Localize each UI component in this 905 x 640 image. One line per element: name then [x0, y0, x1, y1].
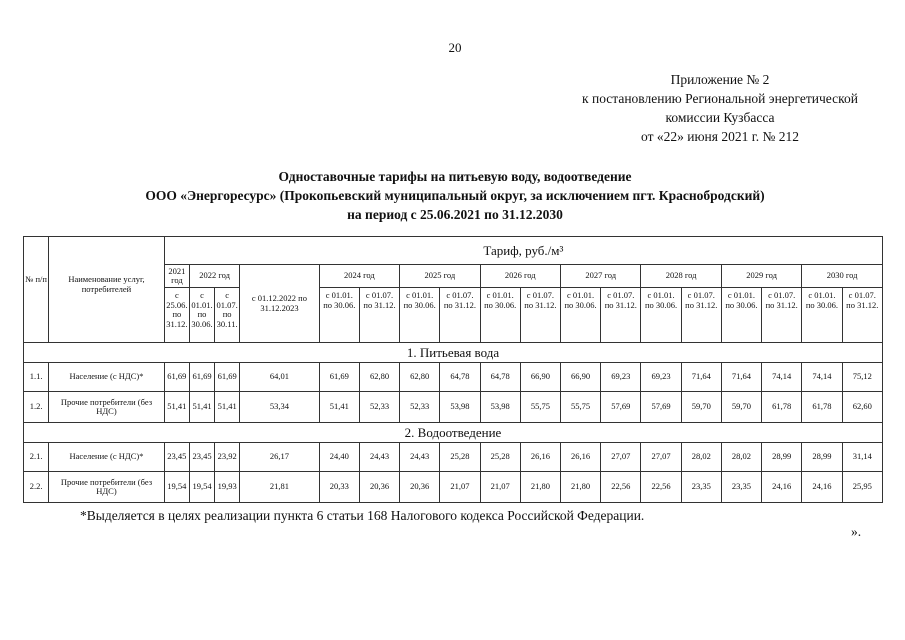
tariff-value-cell: 24,43	[400, 443, 440, 472]
period-header: с 01.07. по 31.12.	[520, 288, 560, 343]
tariff-value-cell: 61,69	[319, 363, 359, 392]
tariff-value-cell: 20,36	[359, 472, 399, 503]
period-header: с 01.01. по 30.06.	[189, 288, 214, 343]
period-header: с 01.01. по 30.06.	[560, 288, 600, 343]
special-period-header: с 01.12.2022 по 31.12.2023	[240, 265, 319, 343]
tariff-value-cell: 66,90	[520, 363, 560, 392]
tariff-value-cell: 62,60	[842, 392, 882, 423]
tariff-value-cell: 19,93	[215, 472, 240, 503]
tariff-value-cell: 64,01	[240, 363, 319, 392]
period-header: с 01.01. по 30.06.	[721, 288, 761, 343]
tariff-value-cell: 22,56	[641, 472, 681, 503]
tariff-value-cell: 53,98	[480, 392, 520, 423]
tariff-value-cell: 61,69	[164, 363, 189, 392]
table-row	[24, 392, 883, 423]
tariff-table	[23, 236, 883, 503]
tariff-value-cell: 57,69	[601, 392, 641, 423]
period-header: с 01.07. по 31.12.	[601, 288, 641, 343]
title-line-2: ООО «Энергоресурс» (Прокопьевский муниципальный округ, за исключением пгт. Краснобродский)	[145, 188, 765, 203]
row-number: 2.2.	[24, 472, 49, 503]
page-number: 20	[448, 40, 462, 55]
tariff-value-cell: 21,81	[240, 472, 319, 503]
period-header: с 01.01. по 30.06.	[400, 288, 440, 343]
tariff-value-cell: 28,02	[681, 443, 721, 472]
tariff-value-cell: 27,07	[601, 443, 641, 472]
tariff-value-cell: 25,28	[440, 443, 480, 472]
title-line-3: на период с 25.06.2021 по 31.12.2030	[347, 207, 563, 222]
row-name: Прочие потребители (без НДС)	[49, 472, 165, 503]
tariff-value-cell: 26,17	[240, 443, 319, 472]
tariff-value-cell: 69,23	[601, 363, 641, 392]
appendix-line-3: комиссии Кузбасса	[665, 110, 775, 125]
tariff-value-cell: 21,07	[440, 472, 480, 503]
period-header: с 01.01. по 30.06.	[802, 288, 842, 343]
tariff-value-cell: 51,41	[215, 392, 240, 423]
tariff-value-cell: 51,41	[164, 392, 189, 423]
year-header: 2024 год	[319, 265, 399, 288]
tariff-value-cell: 26,16	[520, 443, 560, 472]
tariff-value-cell: 52,33	[400, 392, 440, 423]
period-header: с 01.01. по 30.06.	[480, 288, 520, 343]
tariff-value-cell: 19,54	[189, 472, 214, 503]
tariff-value-cell: 59,70	[721, 392, 761, 423]
tariff-value-cell: 75,12	[842, 363, 882, 392]
table-row	[24, 363, 883, 392]
row-name: Население (с НДС)*	[49, 363, 165, 392]
tariff-value-cell: 53,34	[240, 392, 319, 423]
tariff-value-cell: 20,33	[319, 472, 359, 503]
tariff-value-cell: 24,16	[762, 472, 802, 503]
title-line-1: Одноставочные тарифы на питьевую воду, водоотведение	[278, 169, 632, 184]
tariff-value-cell: 64,78	[440, 363, 480, 392]
tariff-value-cell: 69,23	[641, 363, 681, 392]
tariff-value-cell: 61,78	[762, 392, 802, 423]
tariff-value-cell: 21,80	[520, 472, 560, 503]
year-header: 2028 год	[641, 265, 721, 288]
footnote: *Выделяется в целях реализации пункта 6 статьи 168 Налогового кодекса Российской Федерации.	[80, 508, 645, 523]
appendix-line-2: к постановлению Региональной энергетической	[582, 91, 858, 106]
tariff-value-cell: 62,80	[359, 363, 399, 392]
tariff-value-cell: 31,14	[842, 443, 882, 472]
tariff-value-cell: 28,99	[762, 443, 802, 472]
tariff-value-cell: 19,54	[164, 472, 189, 503]
tariff-value-cell: 21,07	[480, 472, 520, 503]
tariff-value-cell: 27,07	[641, 443, 681, 472]
tariff-value-cell: 23,92	[215, 443, 240, 472]
tariff-value-cell: 57,69	[641, 392, 681, 423]
tariff-value-cell: 23,35	[721, 472, 761, 503]
tariff-header: Тариф, руб./м³	[164, 237, 882, 265]
tariff-value-cell: 23,35	[681, 472, 721, 503]
table-row	[24, 472, 883, 503]
row-number: 2.1.	[24, 443, 49, 472]
table-row	[24, 443, 883, 472]
period-header: с 01.07. по 31.12.	[762, 288, 802, 343]
tariff-value-cell: 71,64	[681, 363, 721, 392]
tariff-value-cell: 20,36	[400, 472, 440, 503]
period-header: с 01.07. по 31.12.	[842, 288, 882, 343]
tariff-value-cell: 61,69	[215, 363, 240, 392]
row-name: Население (с НДС)*	[49, 443, 165, 472]
year-header: 2027 год	[560, 265, 640, 288]
tariff-value-cell: 22,56	[601, 472, 641, 503]
period-header: с 25.06. по 31.12.	[164, 288, 189, 343]
tariff-value-cell: 51,41	[189, 392, 214, 423]
tariff-value-cell: 24,16	[802, 472, 842, 503]
section-row	[24, 343, 883, 363]
period-header: с 01.07. по 31.12.	[440, 288, 480, 343]
tariff-value-cell: 23,45	[189, 443, 214, 472]
col-num-header: № п/п	[24, 237, 49, 343]
document-title	[60, 167, 850, 224]
tariff-value-cell: 26,16	[560, 443, 600, 472]
tariff-value-cell: 64,78	[480, 363, 520, 392]
year-header: 2030 год	[802, 265, 883, 288]
year-2021-header: 2021 год	[164, 265, 189, 288]
tariff-value-cell: 24,43	[359, 443, 399, 472]
appendix-line-4: от «22» июня 2021 г. № 212	[641, 129, 799, 144]
tariff-value-cell: 66,90	[560, 363, 600, 392]
appendix-line-1: Приложение № 2	[670, 72, 770, 87]
year-header: 2025 год	[400, 265, 480, 288]
row-number: 1.1.	[24, 363, 49, 392]
period-header: с 01.01. по 30.06.	[319, 288, 359, 343]
tariff-value-cell: 25,95	[842, 472, 882, 503]
tariff-value-cell: 23,45	[164, 443, 189, 472]
tariff-value-cell: 74,14	[762, 363, 802, 392]
tariff-value-cell: 24,40	[319, 443, 359, 472]
tariff-value-cell: 28,99	[802, 443, 842, 472]
closing-quote: ».	[851, 524, 862, 539]
year-header: 2026 год	[480, 265, 560, 288]
tariff-value-cell: 55,75	[520, 392, 560, 423]
year-header: 2029 год	[721, 265, 801, 288]
appendix-block	[540, 70, 900, 146]
tariff-value-cell: 71,64	[721, 363, 761, 392]
tariff-value-cell: 61,78	[802, 392, 842, 423]
period-header: с 01.07. по 31.12.	[359, 288, 399, 343]
tariff-value-cell: 21,80	[560, 472, 600, 503]
tariff-value-cell: 51,41	[319, 392, 359, 423]
year-2022-header: 2022 год	[189, 265, 239, 288]
tariff-value-cell: 25,28	[480, 443, 520, 472]
tariff-value-cell: 52,33	[359, 392, 399, 423]
tariff-value-cell: 59,70	[681, 392, 721, 423]
tariff-value-cell: 61,69	[189, 363, 214, 392]
period-header: с 01.01. по 30.06.	[641, 288, 681, 343]
period-header: с 01.07. по 31.12.	[681, 288, 721, 343]
header-row	[24, 237, 883, 265]
section-title: 1. Питьевая вода	[24, 343, 883, 363]
section-row	[24, 423, 883, 443]
tariff-value-cell: 55,75	[560, 392, 600, 423]
tariff-value-cell: 62,80	[400, 363, 440, 392]
tariff-value-cell: 53,98	[440, 392, 480, 423]
row-name: Прочие потребители (без НДС)	[49, 392, 165, 423]
period-header: с 01.07. по 30.11.	[215, 288, 240, 343]
tariff-value-cell: 28,02	[721, 443, 761, 472]
tariff-value-cell: 74,14	[802, 363, 842, 392]
row-number: 1.2.	[24, 392, 49, 423]
col-name-header: Наименование услуг, потребителей	[49, 237, 165, 343]
section-title: 2. Водоотведение	[24, 423, 883, 443]
